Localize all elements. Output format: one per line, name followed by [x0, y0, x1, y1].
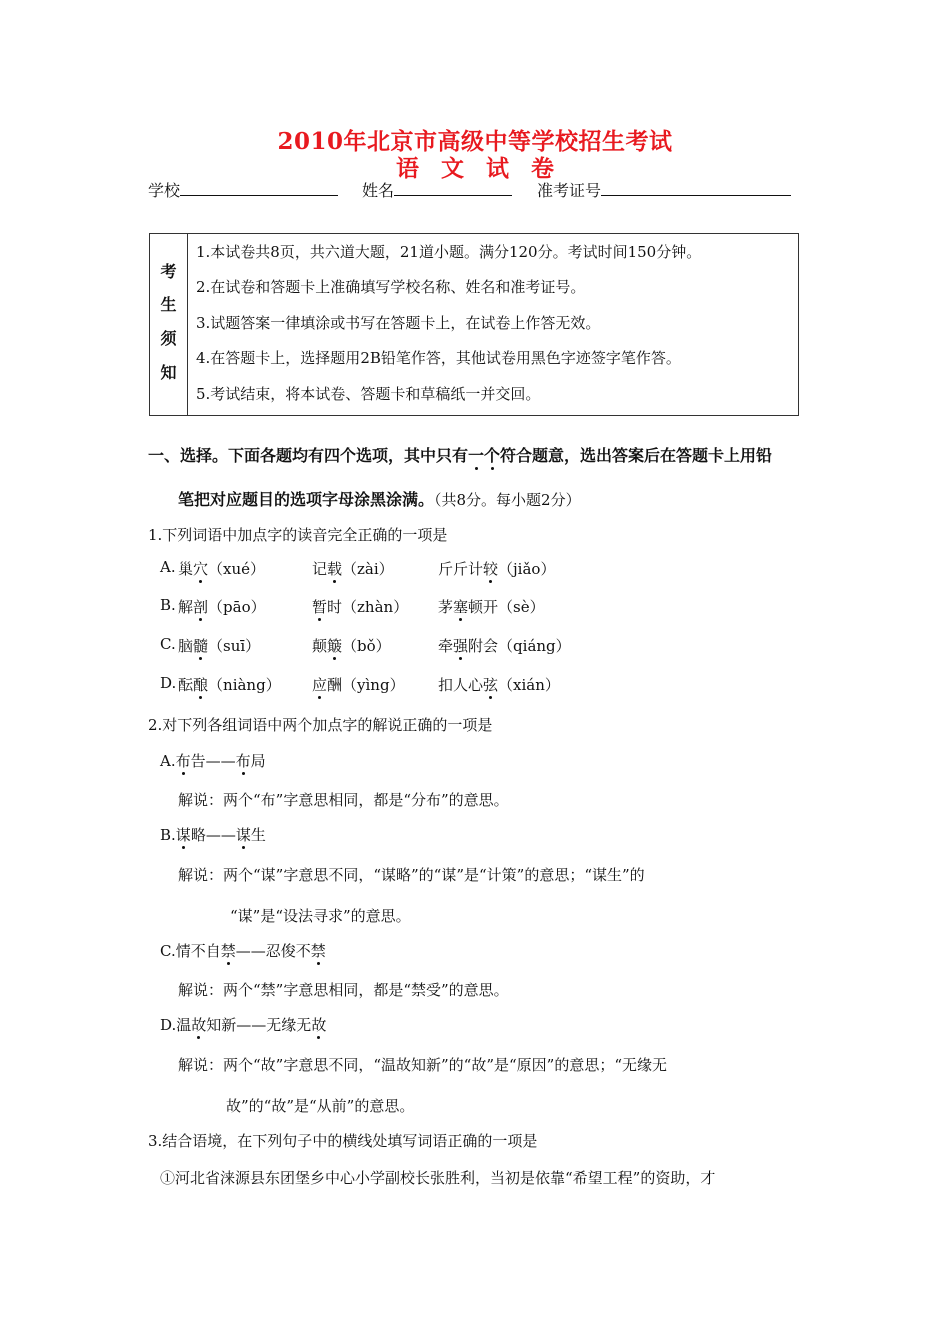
q1-word-with-pinyin: 颠簸 （bǒ） [312, 635, 391, 656]
q2-b-explanation: 解说：两个“谋”字意思不同，“谋略”的“谋”是“计策”的意思；“谋生”的 [178, 866, 645, 884]
q1-word-with-pinyin: 酝酿 （niàng） [178, 674, 281, 695]
q1-stem: 1.下列词语中加点字的读音完全正确的一项是 [148, 526, 448, 544]
pinyin: （zài） [342, 560, 394, 578]
pinyin: （qiáng） [498, 637, 571, 655]
notice-item: 1.本试卷共8页，共六道大题，21道小题。满分120分。考试时间150分钟。 [196, 243, 702, 261]
q3-sentence: ①河北省涞源县东团堡乡中心小学副校长张胜利，当初是依靠“希望工程”的资助，才 [160, 1169, 716, 1187]
notice-item: 5.考试结束，将本试卷、答题卡和草稿纸一并交回。 [196, 385, 541, 403]
notice-label-char: 生 [160, 295, 177, 314]
pinyin: （zhàn） [342, 598, 409, 616]
q2-option-a: A.布 告——布 局 [160, 750, 266, 771]
score-note: （共8分。每小题2分） [434, 491, 581, 509]
dotted-char: 暂 [312, 598, 327, 616]
notice-label-column [150, 234, 188, 415]
notice-item: 4.在答题卡上，选择题用2B铅笔作答，其他试卷用黑色字迹签字笔作答。 [196, 349, 681, 367]
exam-number-label: 准考证号 [537, 181, 602, 200]
dotted-char: 酿 [193, 676, 208, 694]
option-letter: B. [160, 596, 176, 614]
notice-box [149, 233, 799, 416]
q1-word-with-pinyin: 茅塞 顿开（sè） [438, 596, 545, 617]
pinyin: （pāo） [208, 598, 266, 616]
notice-item: 3.试题答案一律填涂或书写在答题卡上，在试卷上作答无效。 [196, 314, 601, 332]
option-letter: D. [160, 674, 177, 692]
dotted-char: 簸 [327, 637, 342, 655]
exam-title: 2010年北京市高级中等学校招生考试 [277, 128, 673, 155]
q1-word-with-pinyin: 扣人心弦 （xián） [438, 674, 560, 695]
name-label: 姓名 [362, 181, 395, 200]
q1-option-row [160, 674, 176, 692]
q2-d-explanation: 解说：两个“故”字意思不同，“温故知新”的“故”是“原因”的意思；“无缘无 [178, 1056, 668, 1074]
q1-word-with-pinyin: 应 酬（yìng） [312, 674, 405, 695]
dotted-char: 穴 [193, 560, 208, 578]
q1-word-with-pinyin: 牵强 附会（qiáng） [438, 635, 571, 656]
q1-option-row [160, 596, 176, 614]
dotted-char: 剖 [193, 598, 208, 616]
q2-option-d: D.温故 知新——无缘无故 [160, 1014, 326, 1035]
option-letter: C. [160, 635, 176, 653]
dotted-char: 强 [453, 637, 468, 655]
school-blank [180, 178, 338, 196]
notice-item: 2.在试卷和答题卡上准确填写学校名称、姓名和准考证号。 [196, 278, 586, 296]
exam-number-blank [601, 178, 791, 196]
q1-option-row [160, 558, 176, 576]
pinyin: （yìng） [342, 676, 405, 694]
q1-option-row [160, 635, 176, 653]
section1-heading-line2: 笔把对应题目的选项字母涂黑涂满。（共8分。每小题2分） [178, 490, 581, 509]
q2-option-c: C.情不自禁 ——忍俊不禁 [160, 940, 326, 961]
q2-option-b: B.谋 略——谋 生 [160, 824, 266, 845]
pinyin: （suī） [208, 637, 261, 655]
dotted-char: 载 [327, 560, 342, 578]
q1-word-with-pinyin: 斤斤计较 （jiǎo） [438, 558, 555, 579]
school-field [148, 178, 338, 201]
exam-subtitle: 语文试卷 [396, 155, 576, 182]
q1-word-with-pinyin: 暂 时（zhàn） [312, 596, 408, 617]
q2-stem: 2.对下列各组词语中两个加点字的解说正确的一项是 [148, 716, 493, 734]
q2-b-explanation-cont: “谋”是“设法寻求”的意思。 [230, 907, 411, 925]
dotted-char: 髓 [193, 637, 208, 655]
q2-c-explanation: 解说：两个“禁”字意思相同，都是“禁受”的意思。 [178, 981, 509, 999]
name-field [362, 178, 512, 201]
school-label: 学校 [148, 181, 181, 200]
dotted-char: 弦 [483, 676, 498, 694]
pinyin: （sè） [498, 598, 545, 616]
dotted-char: 应 [312, 676, 327, 694]
dotted-char: 较 [483, 560, 498, 578]
q1-word-with-pinyin: 记载 （zài） [312, 558, 394, 579]
notice-label-char: 考 [160, 262, 177, 281]
pinyin: （xián） [498, 676, 560, 694]
section1-heading: 一、选择。下面各题均有四个选项，其中只有一个 符合题意，选出答案后在答题卡上用铅 [148, 443, 772, 466]
pinyin: （xué） [208, 560, 266, 578]
emphasis-text: 一个 [468, 446, 500, 465]
q1-word-with-pinyin: 脑髓 （suī） [178, 635, 260, 656]
pinyin: （niàng） [208, 676, 281, 694]
name-blank [394, 178, 512, 196]
q3-stem: 3.结合语境，在下列句子中的横线处填写词语正确的一项是 [148, 1132, 538, 1150]
q1-word-with-pinyin: 巢穴 （xué） [178, 558, 265, 579]
pinyin: （jiǎo） [498, 560, 556, 578]
pinyin: （bǒ） [342, 637, 391, 655]
notice-label-char: 知 [160, 363, 177, 382]
option-letter: A. [160, 558, 176, 576]
exam-number-field [537, 178, 791, 201]
q2-a-explanation: 解说：两个“布”字意思相同，都是“分布”的意思。 [178, 791, 509, 809]
q1-word-with-pinyin: 解剖 （pāo） [178, 596, 266, 617]
dotted-char: 塞 [453, 598, 468, 616]
notice-label-char: 须 [160, 329, 177, 348]
q2-d-explanation-cont: 故”的“故”是“从前”的意思。 [226, 1097, 415, 1115]
